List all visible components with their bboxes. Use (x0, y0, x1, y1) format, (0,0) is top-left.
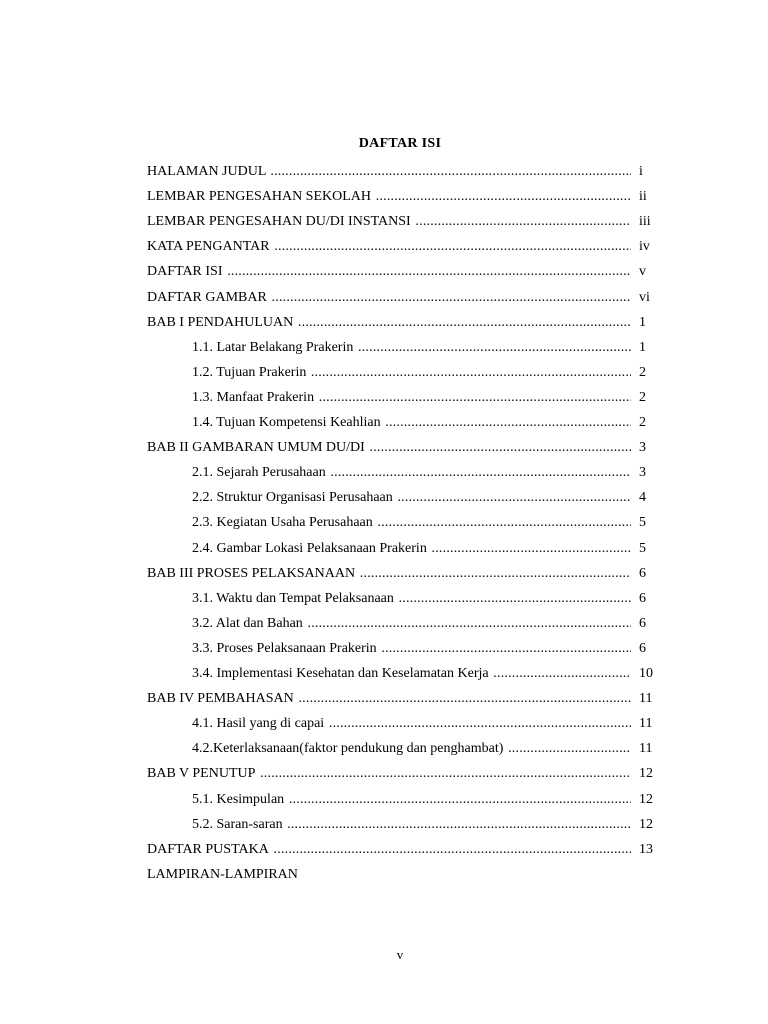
toc-entry-label: DAFTAR PUSTAKA (147, 841, 269, 857)
toc-entry (192, 711, 631, 736)
toc-entry (192, 536, 631, 561)
toc-entry (192, 510, 631, 535)
toc-row (0, 686, 768, 711)
toc-entry-label: DAFTAR GAMBAR (147, 289, 267, 305)
toc-entry (147, 561, 631, 586)
toc-page-number: i (639, 164, 643, 179)
toc-page-number: v (639, 264, 646, 280)
toc-entry (147, 862, 647, 887)
toc-page-number: 4 (639, 490, 646, 506)
toc-entry-label: 5.1. Kesimpulan (192, 791, 285, 807)
toc-page-number: 11 (639, 716, 653, 732)
toc-page-number: vi (639, 289, 650, 305)
toc-page-number: 11 (639, 741, 653, 757)
toc-entry-label: HALAMAN JUDUL (147, 164, 270, 179)
toc-entry (147, 285, 631, 310)
toc-entry (147, 234, 631, 259)
toc-entry (147, 184, 631, 209)
toc-entry-label: 3.2. Alat dan Bahan (192, 615, 303, 631)
toc-entry-label: 3.4. Implementasi Kesehatan dan Keselamatan Kerja (192, 666, 489, 681)
toc-page-number: 3 (639, 440, 646, 456)
toc-page-number: 12 (639, 816, 653, 832)
toc-entry (192, 812, 631, 837)
toc-row (0, 761, 768, 786)
toc-entry-label: 1.1. Latar Belakang Prakerin (192, 339, 354, 355)
toc-row (0, 837, 768, 862)
toc-row (0, 385, 768, 410)
toc-entry (192, 661, 631, 686)
toc-row (0, 285, 768, 310)
toc-entry-label: DAFTAR ISI (147, 264, 223, 280)
toc-entry-label: 3.3. Proses Pelaksanaan Prakerin (192, 640, 377, 656)
toc-entry-label: BAB I PENDAHULUAN (147, 314, 294, 330)
toc-page-number: 6 (639, 565, 646, 581)
toc-page-number: 1 (639, 339, 646, 355)
toc-page-number: 12 (639, 766, 653, 782)
toc-entry (147, 159, 631, 184)
toc-row (0, 159, 768, 184)
toc-entry (192, 586, 631, 611)
toc-row (0, 310, 768, 335)
toc-row (0, 485, 768, 510)
toc-row (0, 335, 768, 360)
toc-row (0, 561, 768, 586)
toc-row (0, 862, 768, 887)
toc-entry (192, 736, 631, 761)
toc-page-number: iv (639, 239, 650, 255)
toc-entry-label: BAB V PENUTUP (147, 766, 256, 782)
toc-entry (147, 435, 631, 460)
toc-page-number: 12 (639, 791, 653, 807)
toc-row (0, 711, 768, 736)
toc-row (0, 184, 768, 209)
toc-page-number: 6 (639, 640, 646, 656)
toc-page-number: 5 (639, 515, 646, 531)
toc-row (0, 259, 768, 284)
toc-entry-label: 3.1. Waktu dan Tempat Pelaksanaan (192, 590, 394, 606)
toc-entry-label: 2.1. Sejarah Perusahaan (192, 465, 326, 481)
toc-entry (147, 209, 631, 234)
toc-row (0, 661, 768, 686)
toc-page-number: iii (639, 214, 651, 230)
toc-row (0, 787, 768, 812)
toc-page-number: 2 (639, 415, 646, 430)
toc-entry-label: 2.4. Gambar Lokasi Pelaksanaan Prakerin (192, 540, 427, 556)
toc-entry (192, 787, 631, 812)
toc-entry (192, 385, 631, 410)
toc-entry (147, 761, 631, 786)
toc-row (0, 736, 768, 761)
toc-row (0, 360, 768, 385)
toc-entry-label: 4.1. Hasil yang di capai (192, 716, 325, 732)
toc-page-number: 1 (639, 314, 646, 330)
toc-entry (192, 410, 631, 435)
toc-row (0, 611, 768, 636)
toc-entry (192, 636, 631, 661)
toc-page-number: 6 (639, 590, 646, 606)
toc-entry (192, 335, 631, 360)
toc-entry (147, 310, 631, 335)
page-title: DAFTAR ISI (358, 136, 442, 151)
toc-row (0, 636, 768, 661)
toc-entry-label: LAMPIRAN-LAMPIRAN (147, 866, 298, 882)
toc-entry-label: 2.3. Kegiatan Usaha Perusahaan (192, 515, 373, 531)
toc-page-number: 2 (639, 364, 646, 380)
toc-entry-label: 1.4. Tujuan Kompetensi Keahlian (192, 415, 381, 430)
toc-page-number: 13 (639, 841, 653, 857)
toc-page-number: 6 (639, 615, 646, 631)
toc-entry-label: 5.2. Saran-saran (192, 816, 287, 832)
toc-row (0, 234, 768, 259)
toc-page-number: 2 (639, 389, 646, 405)
toc-page-number: 10 (639, 666, 653, 681)
toc-entry (147, 259, 631, 284)
toc-row (0, 510, 768, 535)
toc-page-number: ii (639, 189, 647, 205)
toc-row (0, 586, 768, 611)
toc-entry (192, 485, 631, 510)
toc-entry (192, 460, 631, 485)
footer-page-number: v (396, 947, 404, 962)
toc-entry-label: 4.2.Keterlaksanaan(faktor pendukung dan penghambat) (192, 741, 504, 757)
toc-row (0, 410, 768, 435)
toc-page-number: 3 (639, 465, 646, 481)
toc-entry (192, 611, 631, 636)
toc-entry-label: LEMBAR PENGESAHAN DU/DI INSTANSI (147, 214, 411, 230)
toc-entry-label: KATA PENGANTAR (147, 239, 270, 255)
toc-row (0, 536, 768, 561)
toc-entry-label: LEMBAR PENGESAHAN SEKOLAH (147, 189, 372, 205)
toc-entry (147, 686, 631, 711)
toc-page-number: 5 (639, 540, 646, 556)
toc-entry-label: 2.2. Struktur Organisasi Perusahaan (192, 490, 393, 506)
toc-row (0, 460, 768, 485)
toc-page-number: 11 (639, 691, 653, 707)
toc-row (0, 209, 768, 234)
toc-entry-label: BAB III PROSES PELAKSANAAN (147, 565, 356, 581)
toc-entry-label: 1.2. Tujuan Prakerin (192, 364, 310, 380)
toc-row (0, 812, 768, 837)
toc-entry-label: 1.3. Manfaat Prakerin (192, 389, 315, 405)
toc-entry-label: BAB II GAMBARAN UMUM DU/DI (147, 440, 365, 456)
toc-entry (147, 837, 631, 862)
toc-entry (192, 360, 631, 385)
toc-entry-label: BAB IV PEMBAHASAN (147, 691, 294, 707)
toc-row (0, 435, 768, 460)
